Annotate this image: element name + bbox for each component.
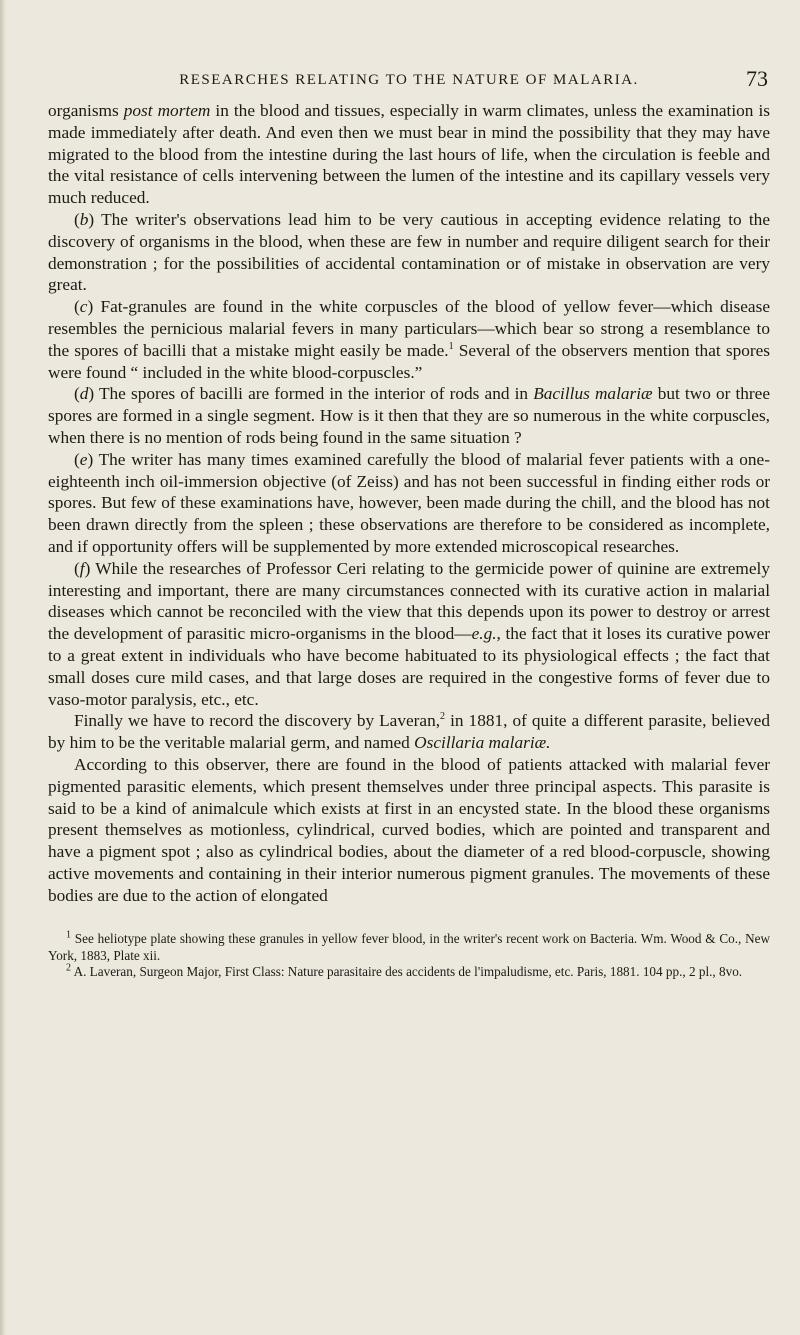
text-run: ) The writer's observations lead him to be very cautious in accepting evidence relating to the discovery of organisms in the blood, when these are few in number and require diligent search for their demonstration ; for the possibilities of accidental contamination or of mistake in observation are very great. (48, 209, 770, 295)
paragraph (48, 296, 770, 383)
text-run: ( (74, 297, 80, 317)
footnote (48, 964, 770, 981)
text-run: but two or three spores are formed in a single segment. How is it then that they are so numerous in the white corpuscles, when there is no mention of rods being found in the same situation ? (48, 384, 771, 447)
text-run: ) While the researches of Professor Ceri relating to the germicide power of quinine are extremely interesting and important, there are many circumstances connected with its curative action in malarial diseases which cannot be reconciled with the view that this depends upon its power to destroy or arrest the development of parasitic micro-organisms in the blood— (48, 558, 770, 644)
text-run: According to this observer, there are found in the blood of patients attacked with malarial fever pigmented parasitic elements, which present themselves under three principal aspects. This parasite is said to be a kind of animalcule which exists at first in an encysted state. In the blood these organisms present themselves as motionless, cylindrical, curved bodies, which are pointed and transparent and have a pigment spot ; also as cylindrical bodies, about the diameter of a red blood-corpuscle, showing active movements and containing in their interior numerous pigment granules. The movements of these bodies are due to the action of elongated (48, 754, 770, 905)
footnote-mark: 2 (66, 963, 71, 975)
book-page (48, 56, 770, 1296)
text-run: ) The spores of bacilli are formed in the interior of rods and in (88, 384, 534, 404)
text-run: Several of the observers mention that spores were found “ included in the white blood-corpuscles.” (48, 340, 770, 382)
paragraph (48, 383, 770, 448)
running-title: RESEARCHES RELATING TO THE NATURE OF MALARIA. (179, 72, 639, 88)
footnote-reference: 2 (440, 711, 446, 723)
italic-text: Oscillaria malariæ. (414, 733, 551, 753)
italic-text: e (79, 449, 88, 469)
text-run: ( (74, 558, 80, 578)
text-run: ( (74, 209, 80, 229)
footnote-text: A. Laveran, Surgeon Major, First Class: Nature parasitaire des accidents de l'impaludisme, etc. Paris, 1881. 104 pp., 2 pl., 8vo. (71, 964, 743, 980)
italic-text: f (79, 558, 85, 578)
footnote-reference: 1 (448, 341, 454, 352)
text-run: ) The writer has many times examined carefully the blood of malarial fever patients with a one-eighteenth inch oil-immersion objective (of Zeiss) and has not been successful in finding either rods or spores. But few of these examinations have, however, been made during the chill, and the blood has not been drawn directly from the spleen ; these observations are therefore to be considered as incomplete, and if opportunity offers will be supplemented by more extended microscopical researches. (48, 449, 770, 556)
paragraph (48, 100, 770, 209)
page-number: 73 (746, 66, 768, 91)
italic-text: post mortem (123, 101, 211, 120)
text-run: in 1881, of quite a different parasite, believed by him to be the veritable malarial germ, and named (48, 711, 770, 753)
footnote-mark: 1 (66, 930, 71, 942)
paragraph (48, 209, 770, 296)
text-run: , the fact that it loses its curative power to a great extent in individuals who have become habituated to its physiological effects ; the fact that small doses cure mild cases, and that large doses are required in the congestive forms of fever due to vaso-motor paralysis, etc., etc. (48, 624, 770, 709)
text-run: Finally we have to record the discovery by Laveran, (74, 711, 441, 731)
body-text (48, 100, 770, 906)
page-binding-edge (0, 0, 6, 1335)
paragraph (48, 449, 770, 558)
footnote-text: See heliotype plate showing these granules in yellow fever blood, in the writer's recent work on Bacteria. Wm. Wood & Co., New York, 1883, Plate xii. (48, 931, 770, 963)
footnotes (48, 931, 770, 981)
italic-text: d (79, 384, 89, 404)
paragraph (48, 710, 770, 754)
paragraph (48, 754, 770, 907)
footnote (48, 931, 770, 964)
text-run: ) Fat-granules are found in the white corpuscles of the blood of yellow fever—which disease resembles the pernicious malarial fevers in many particulars—which bear so strong a resemblance to the spores of bacilli that a mistake might easily be made. (48, 297, 770, 360)
italic-text: e.g. (471, 624, 497, 644)
italic-text: b (79, 209, 89, 229)
italic-text: c (79, 297, 88, 317)
text-run: in the blood and tissues, especially in warm climates, unless the examination is made immediately after death. And even then we must bear in mind the possibility that they may have migrated to the blood from the intestine during the last hours of life, when the circulation is feeble and the vital resistance of cells intervening between the lumen of the intestine and its capillary vessels very much reduced. (48, 101, 770, 208)
text-run: ( (74, 384, 80, 404)
page-header (48, 56, 770, 90)
italic-text: Bacillus malariæ (533, 384, 653, 404)
paragraph (48, 558, 770, 711)
text-run: organisms (48, 101, 124, 120)
text-run: ( (74, 449, 80, 469)
